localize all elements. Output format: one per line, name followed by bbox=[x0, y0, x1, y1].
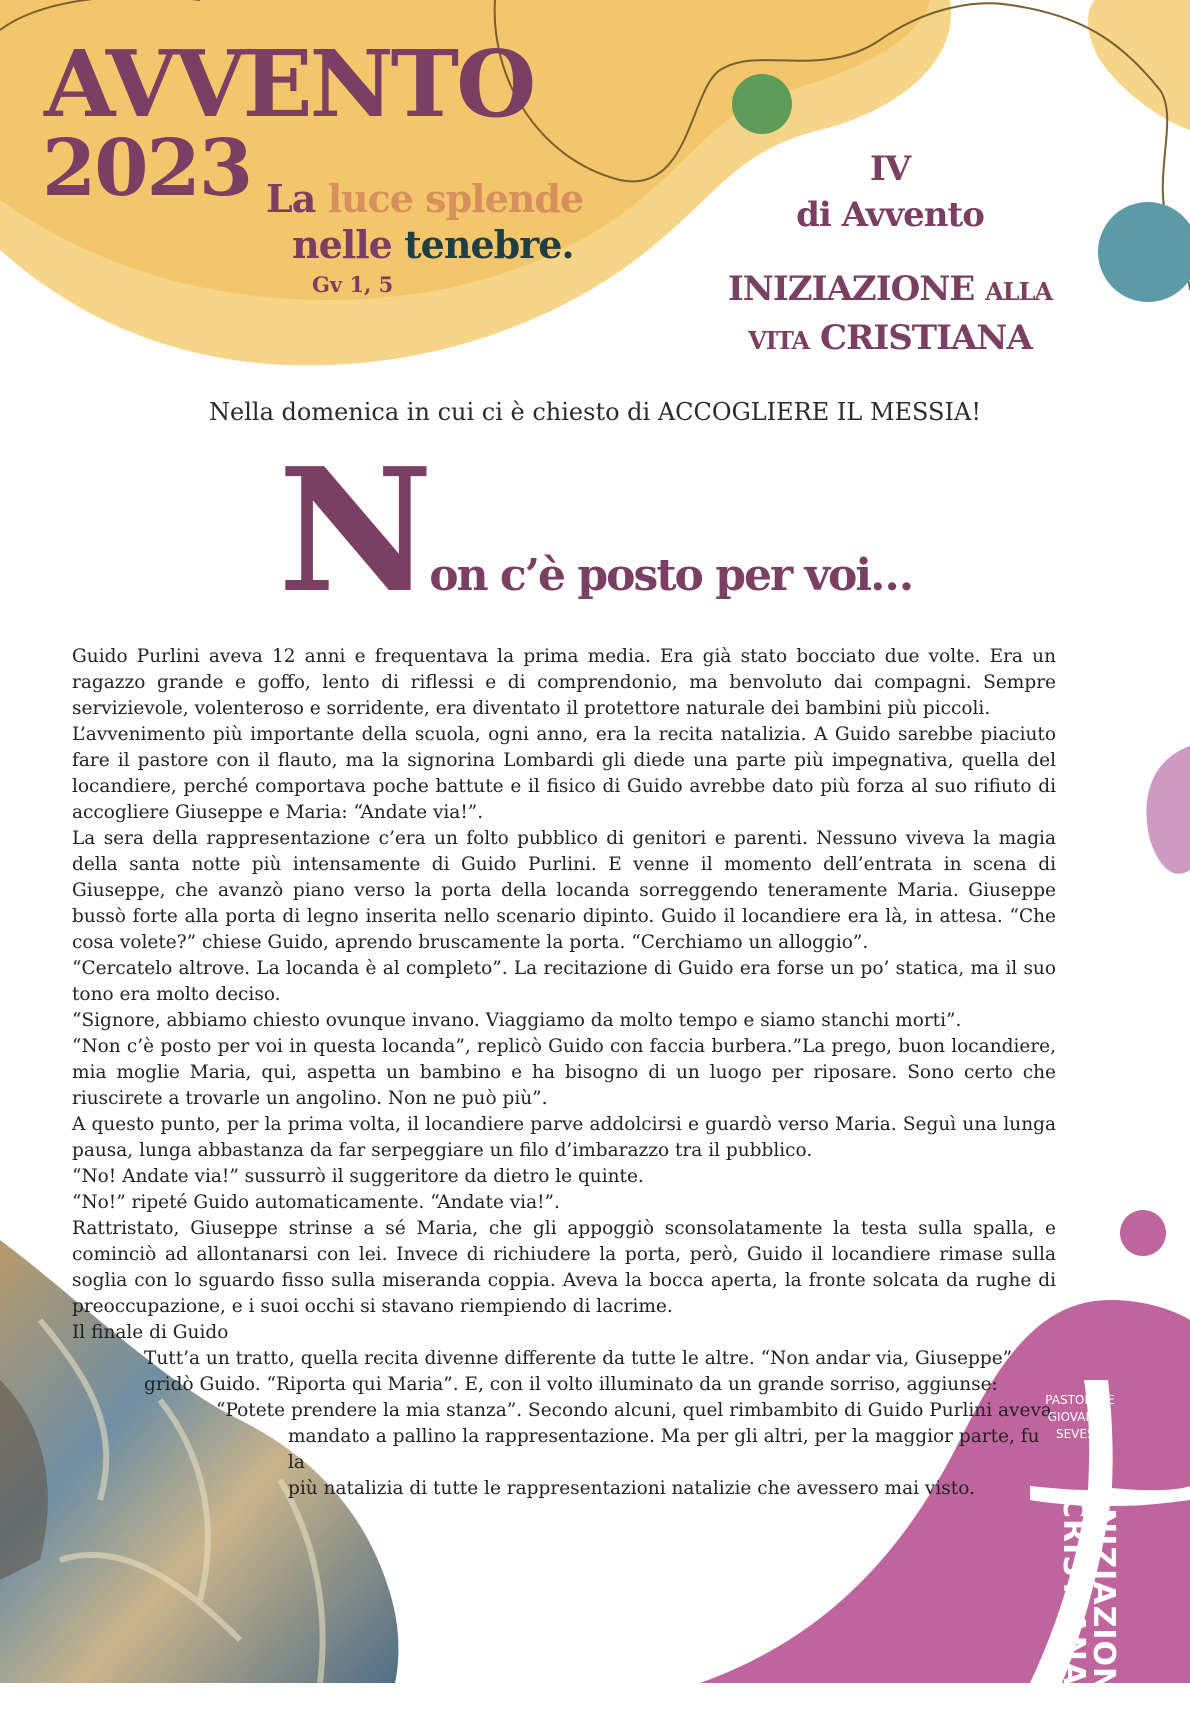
heading-rest: on c’è posto per voi… bbox=[429, 550, 913, 601]
motto-word-3: nelle bbox=[292, 222, 392, 267]
story-paragraph: A questo punto, per la prima volta, il locandiere parve addolcirsi e guardò verso Maria. Seguì una lunga pausa, lunga abbastanza da far serpeggiare un filo d’imbarazzo tra il pubblico. bbox=[72, 1114, 1056, 1161]
program-word-alla: ALLA bbox=[985, 277, 1053, 306]
week-number: IV bbox=[869, 149, 911, 189]
logo-line-3: SEVESO bbox=[1055, 1427, 1105, 1441]
story-paragraph: La sera della rappresentazione c’era un folto pubblico di genitori e parenti. Nessuno viveva la magia della santa notte più intensamente di Guido Purlini. E venne il momento dell’entrata in scena di Giuseppe, che avanzò piano verso la porta della locanda sorreggendo teneramente Maria. Giuseppe bussò forte alla porta di legno inserita nello scenario dipinto. Guido il locandiere era là, in attesa. “Che cosa volete?” chiese Guido, aprendo bruscamente la porta. “Cerchiamo un alloggio”. bbox=[72, 828, 1056, 953]
page-year: 2023 bbox=[42, 123, 252, 214]
teal-circle bbox=[1098, 202, 1190, 302]
finale-heading: Il finale di Guido bbox=[72, 1322, 229, 1343]
finale-line: mandato a pallino la rappresentazione. Ma per gli altri, per la maggior parte, fu la bbox=[288, 1426, 1040, 1473]
lilac-blob bbox=[1146, 746, 1190, 874]
program-word-iniziazione: INIZIAZIONE bbox=[727, 269, 975, 309]
pink-dot bbox=[1120, 1210, 1166, 1256]
program-word-vita: VITA bbox=[748, 326, 810, 355]
story-paragraph: “Signore, abbiamo chiesto ovunque invano. Viaggiamo da molto tempo e siamo stanchi morti”. bbox=[72, 1010, 962, 1031]
week-text: di Avvento bbox=[796, 195, 984, 235]
logo-label bbox=[1020, 1392, 1140, 1443]
program-title bbox=[680, 266, 1100, 364]
story-text bbox=[72, 644, 1056, 1502]
finale-line: più natalizia di tutte le rappresentazioni natalizie che avessero mai visto. bbox=[288, 1478, 975, 1499]
green-circle bbox=[732, 74, 792, 134]
finale-line: gridò Guido. “Riporta qui Maria”. E, con il volto illuminato da un grande sorriso, aggiunse: bbox=[144, 1374, 998, 1395]
story-paragraph: “No!” ripeté Guido automaticamente. “Andate via!”. bbox=[72, 1192, 560, 1213]
logo-vertical-1: INIZIAZIONE bbox=[1086, 1496, 1121, 1715]
logo-vertical-text bbox=[1056, 1496, 1121, 1715]
program-word-cristiana: CRISTIANA bbox=[820, 318, 1032, 358]
story-paragraph: “Non c’è posto per voi in questa locanda”, replicò Guido con faccia burbera.”La prego, buon locandiere, mia moglie Maria, qui, aspetta un bambino e ha bisogno di un luogo per riposare. Sono certo che riuscirete a trovarle un angolino. Non ne può più”. bbox=[72, 1036, 1056, 1109]
motto-word-4: tenebre. bbox=[404, 222, 574, 267]
bible-reference: Gv 1, 5 bbox=[312, 272, 394, 297]
story-paragraph: Rattristato, Giuseppe strinse a sé Maria, che gli appoggiò sconsolatamente la testa sulla spalla, e cominciò ad allontanarsi con lei. Invece di richiudere la porta, però, Guido il locandiere rimase sulla soglia con lo sguardo fisso sulla miseranda coppia. Aveva la bocca aperta, la fronte solcata da rughe di preoccupazione, e i suoi occhi si stavano riempiendo di lacrime. bbox=[72, 1218, 1056, 1317]
page-title: AVVENTO bbox=[44, 30, 534, 138]
subtitle: Nella domenica in cui ci è chiesto di ACCOGLIERE IL MESSIA! bbox=[209, 398, 981, 426]
finale-line: Tutt’a un tratto, quella recita divenne differente da tutte le altre. “Non andar via, Giuseppe” bbox=[144, 1348, 1013, 1369]
story-paragraph: Guido Purlini aveva 12 anni e frequentava la prima media. Era già stato bocciato due volte. Era un ragazzo grande e goffo, lento di riflessi e di comprendonio, ma benvoluto dai compagni. Sempre servizievole, volenteroso e sorridente, era diventato il protettore naturale dei bambini più piccoli. bbox=[72, 646, 1056, 719]
motto-word-1: La bbox=[266, 176, 316, 221]
finale-line: “Potete prendere la mia stanza”. Secondo alcuni, quel rimbambito di Guido Purlini aveva bbox=[216, 1400, 1052, 1421]
story-paragraph: “No! Andate via!” sussurrò il suggeritore da dietro le quinte. bbox=[72, 1166, 644, 1187]
week-label bbox=[700, 146, 1080, 238]
logo-line-1: PASTORALE bbox=[1045, 1393, 1115, 1407]
logo-vertical-2: CRISTIANA bbox=[1056, 1496, 1091, 1687]
motto-word-2: luce splende bbox=[327, 176, 584, 221]
logo-line-2: GIOVANILE bbox=[1047, 1410, 1113, 1424]
story-heading bbox=[0, 431, 1190, 631]
story-paragraph: “Cercatelo altrove. La locanda è al completo”. La recitazione di Guido era forse un po’ statica, ma il suo tono era molto deciso. bbox=[72, 958, 1056, 1005]
motto bbox=[266, 176, 583, 268]
heading-drop-cap: N bbox=[277, 431, 430, 631]
story-paragraph: L’avvenimento più importante della scuola, ogni anno, era la recita natalizia. A Guido sarebbe piaciuto fare il pastore con il flauto, ma la signorina Lombardi gli diede una parte più impegnativa, quella del locandiere, perché comportava poche battute e il fisico di Guido avrebbe dato più forza al suo rifiuto di accogliere Giuseppe e Maria: “Andate via!”. bbox=[72, 724, 1056, 823]
